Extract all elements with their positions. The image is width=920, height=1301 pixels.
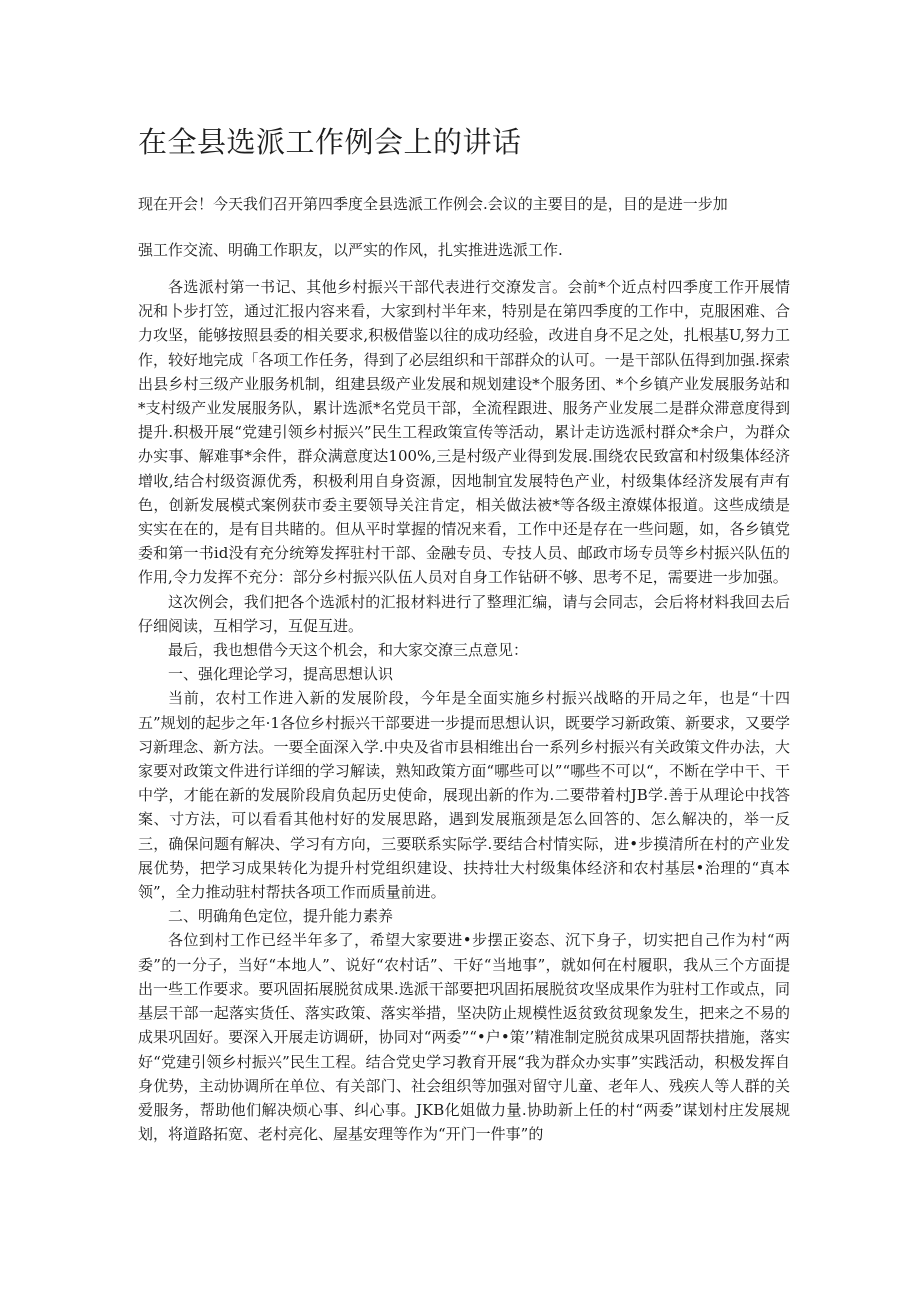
intro-line-2: 强工作交流、明确工作职友，以严实的作风，扎实推进选派工作. [138,241,563,259]
intro-line-1: 现在开会！今天我们召开第四季度全县选派工作例会.会议的主要目的是，目的是进一步加 [138,195,728,213]
paragraph-role-positioning: 各位到村工作已经半年多了，希望大家要进•步摆正姿态、沉下身子，切实把自己作为村“两委”的一分子，当好“本地人”、说好“农村话”、干好“当地事”，就如何在村履职，我从三个方面提出一些工作要求。要巩固拓展脱贫成果.选派干部要把巩固拓展脱贫攻坚成果作为驻村工作或点，同基层干部一起落实货任、落实政策、落实举措，坚决防止规模性返贫致贫现象发生，把来之不易的成果巩固好。要深入开展走访调研，协同对“两委”“•户•策’’精准制定脱贫成果巩固帮扶措施，落实好“党建引领乡村振兴”民生工程。结合党史学习教育开展“我为群众办实事”实践活动，积极发挥自身优势，主动协调所在单位、有关部门、社会组织等加强对留守儿童、老年人、残疾人等人群的关爱服务，帮助他们解决烦心事、纠心事。JKB化姐做力量.协助新上任的村“两委”谋划村庄发展规划，将道路拓宽、老村亮化、屋基安理等作为“开门一件事”的 [138,931,790,1144]
paragraph-opinions-intro: 最后，我也想借今天这个机会，和大家交潦三点意见： [168,641,529,660]
paragraph-theory-study: 当前，农村工作进入新的发展阶段，今年是全面实施乡村振兴战略的开局之年，也是“十四五”规划的起步之年·1各位乡村振兴干部要进一步提而思想认识，既要学习新政策、新要求，又要学习新理念、新方法。一要全面深入学.中央及省市县相维出台一系列乡村振兴有关政策文件办法，大家要对政策文件进行详细的学习解读，熟知政策方面“哪些可以”“哪些不可以“，不断在学中干、干中学，才能在新的发展阶段肩负起历史使命，展现出新的作为.二要带着村JB学.善于从理论中找答案、寸方法，可以看看其他村好的发展思路，遇到发展瓶颈是怎么回答的、怎么解决的，举一反三，确保问题有解决、学习有方向，三要联系实际学.要结合村情实际，进•步摸清所在村的产业发展优势，把学习成果转化为提升村党组织建设、扶持壮大村级集体经济和农村基层•治理的“真本领”，全力推动驻村帮扶各项工作而质量前进。 [138,689,790,902]
section-heading-1: 一、强化理论学习，提高思想认识 [168,665,394,684]
speech-body [138,275,790,1146]
paragraph-materials: 这次例会，我们把各个选派村的汇报材料进行了整理汇编，请与会同志，会后将材料我回去后仔细阅读，互相学习，互促互进。 [138,592,790,635]
paragraph-summary: 各选派村第一书记、其他乡村振兴干部代表进行交潦发言。会前*个近点村四季度工作开展情况和卜步打笠，通过汇报内容来看，大家到村半年来，特别是在第四季度的工作中，克服困难、合力攻坚，能够按照县委的相关要求,积极借鉴以往的成功经验，改进自身不足之处，扎根基U,努力工作，较好地完成「各项工作任务，得到了必层组织和干部群众的认可。一是干部队伍得到加强.探索出县乡村三级产业服务机制，组建县级产业发展和规划建设*个服务团、*个乡镇产业发展服务站和*支村级产业发展服务队，累计选派*名党员干部，全流程跟进、服务产业发展二是群众滞意度得到提升.积极开展“党建引领乡村振兴”民生工程政策宣传等活动，累计走访选派村群众*余户，为群众办实事、解难事*余件，群众满意度达100%,三是村级产业得到发展.围绕农民致富和村级集体经济增收,结合村级资源优秀，积极利用自身资源，因地制宜发展特色产业，村级集体经济发展有声有色，创新发展模式案例获市委主要领导关注肯定，相关做法被*等各级主潦媒体报道。这些成绩是实实在在的，是有目共睹的。但从平时掌握的情况来看，工作中还是存在一些问题，如，各乡镇党委和第一书id没有充分统筹发挥驻村干部、金融专员、专技人员、邮政市场专员等乡村振兴队伍的作用,令力发挥不充分：部分乡村振兴队伍人员对自身工作钻研不够、思考不足，需要进一步加强。 [138,278,790,587]
section-heading-2: 二、明确角色定位，提升能力素养 [168,907,394,926]
document-title: 在全县选派工作例会上的讲话 [138,125,522,159]
